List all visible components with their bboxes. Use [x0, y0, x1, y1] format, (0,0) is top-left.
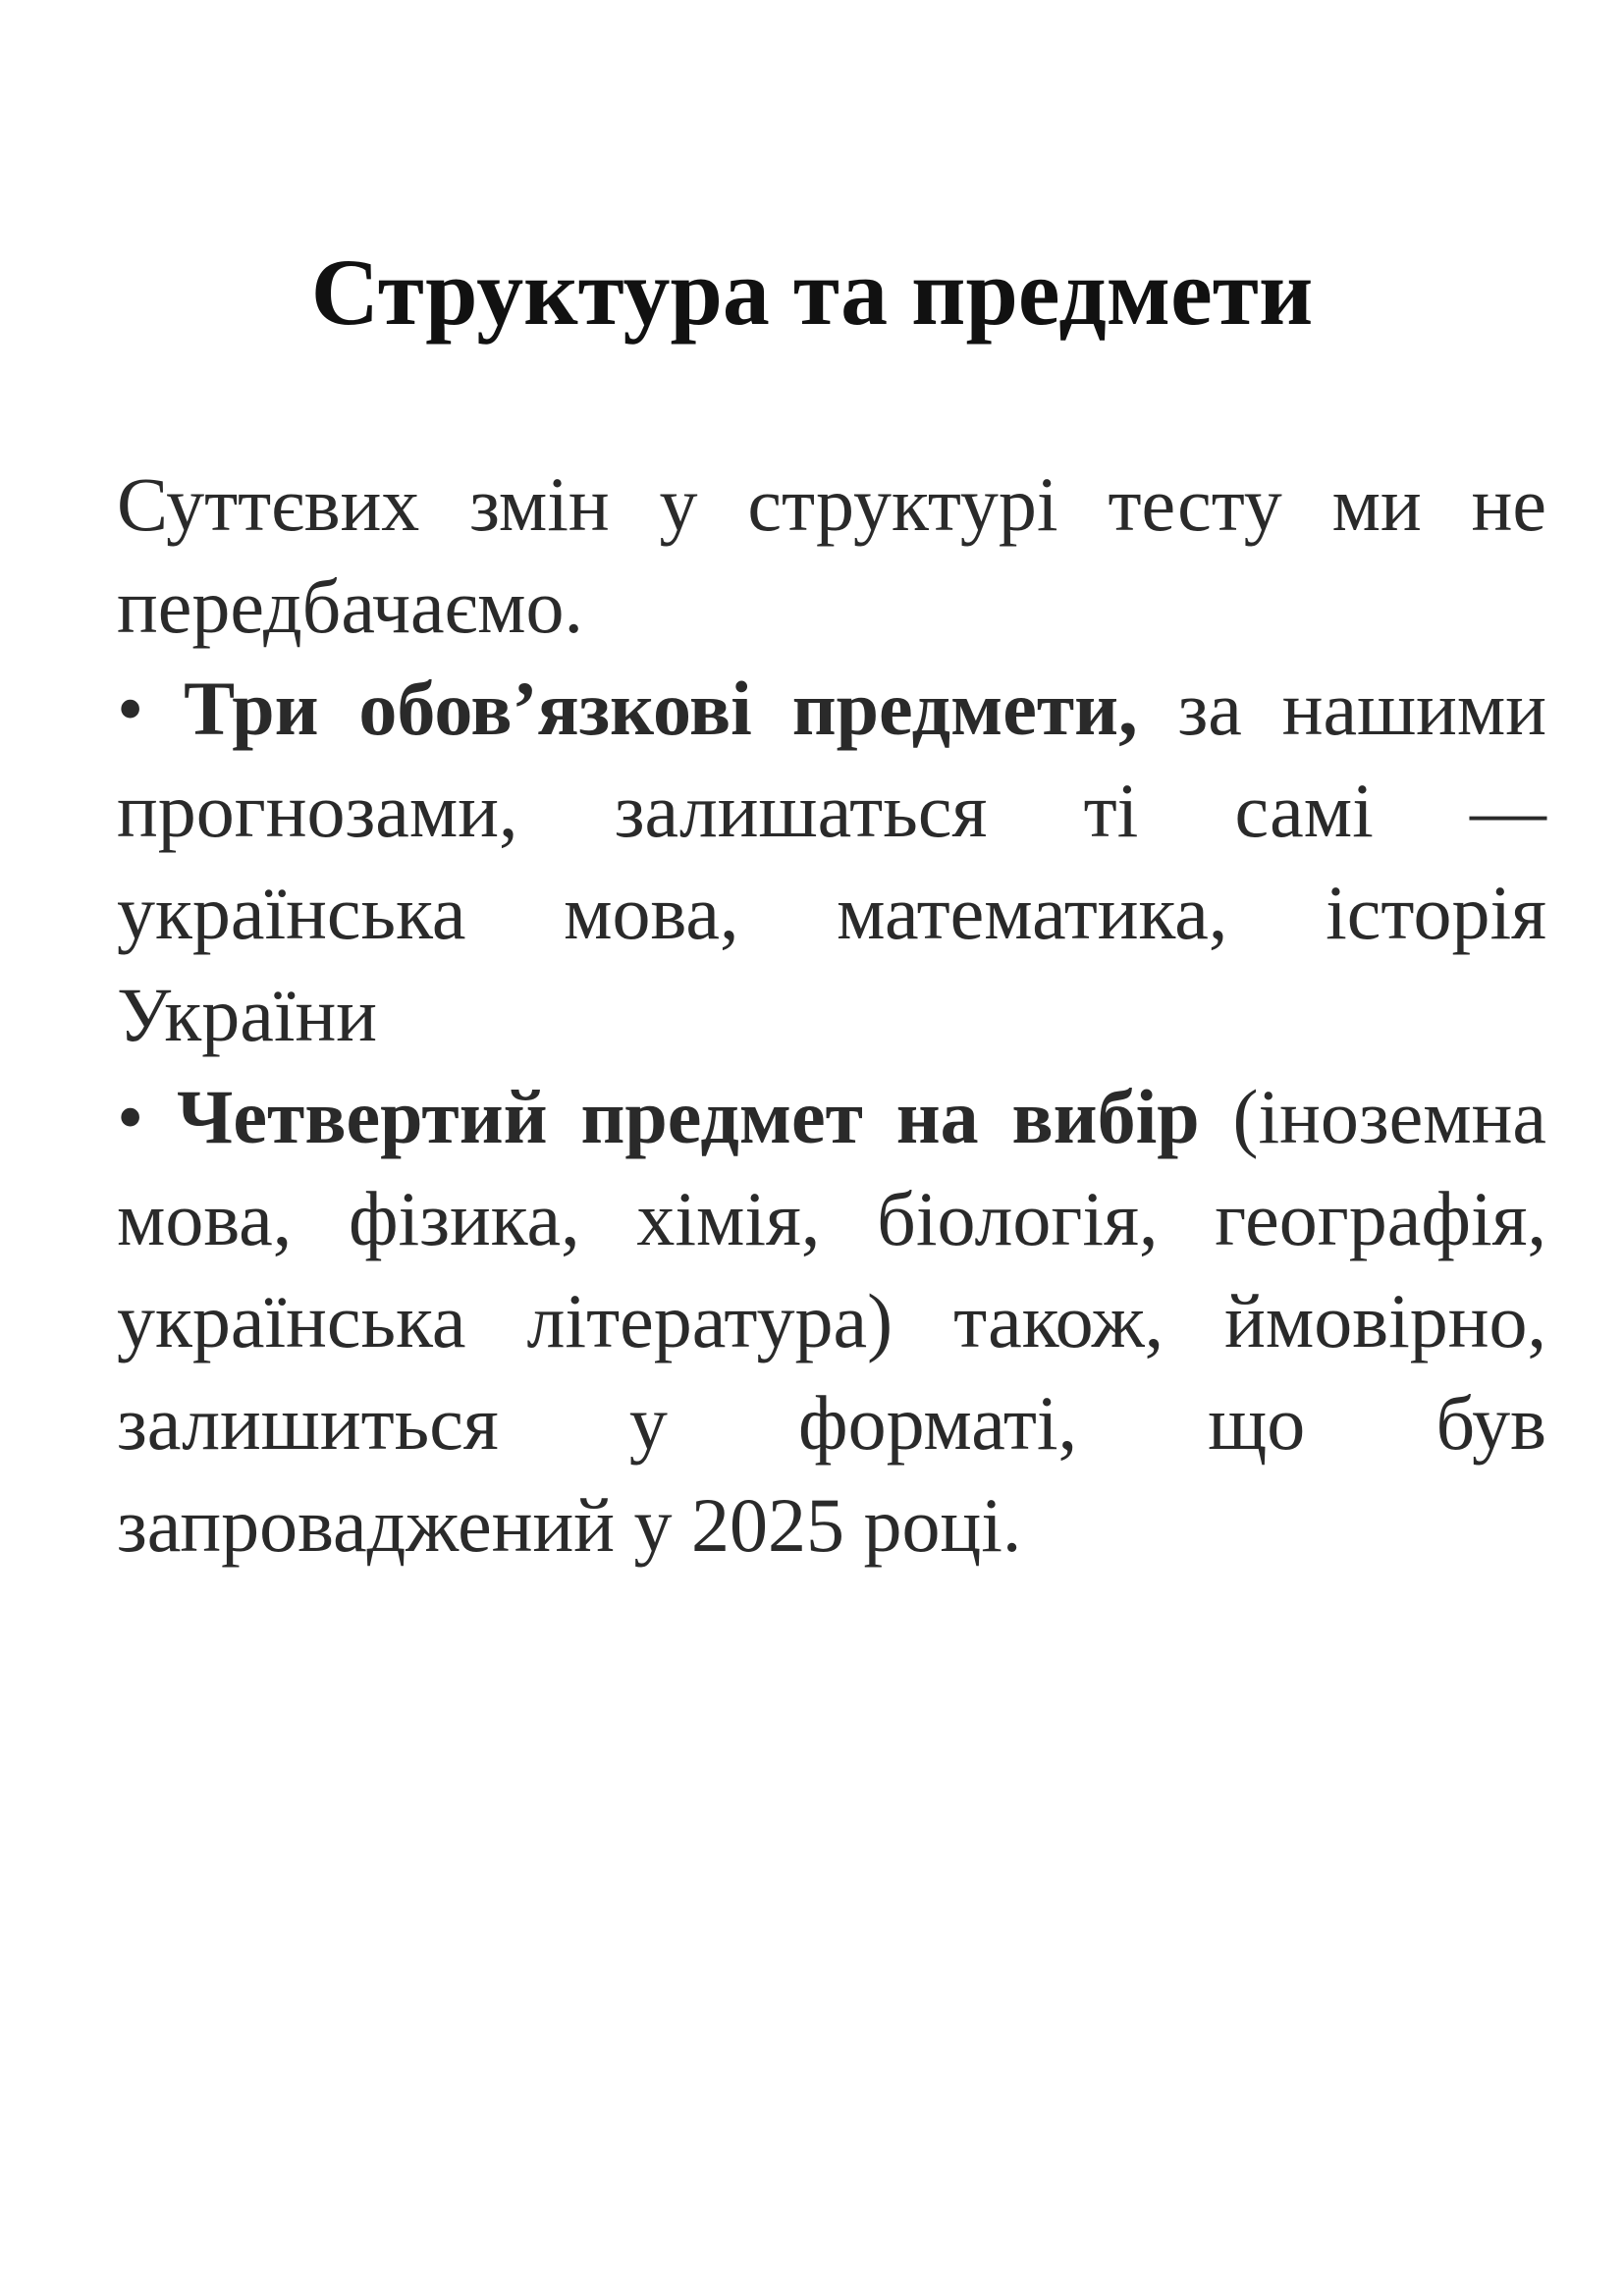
- bullet-bold-text: Три обов’язкові предмети,: [184, 666, 1138, 751]
- bullet-marker: •: [117, 666, 144, 751]
- bullet-bold-text: Четвертий предмет на вибір: [177, 1074, 1200, 1159]
- document-body: [117, 454, 1546, 1576]
- intro-paragraph: Суттєвих змін у структурі тесту ми не передбачаємо.: [117, 461, 1546, 649]
- bullet-body-text: за нашими прогнозами, залишаться ті самі — українська мова, математика, історія України: [117, 666, 1546, 1057]
- bullet-item-elective-subject: [117, 1066, 1546, 1576]
- bullet-marker: •: [117, 1074, 144, 1159]
- bullet-item-mandatory-subjects: [117, 658, 1546, 1066]
- bullet-body-text: (іноземна мова, фізика, хімія, біологія, географія, українська література) також, ймовірно, залишиться у форматі, що був запроваджений у 2025 році.: [117, 1074, 1547, 1568]
- page-title: Структура та предмети: [310, 240, 1314, 345]
